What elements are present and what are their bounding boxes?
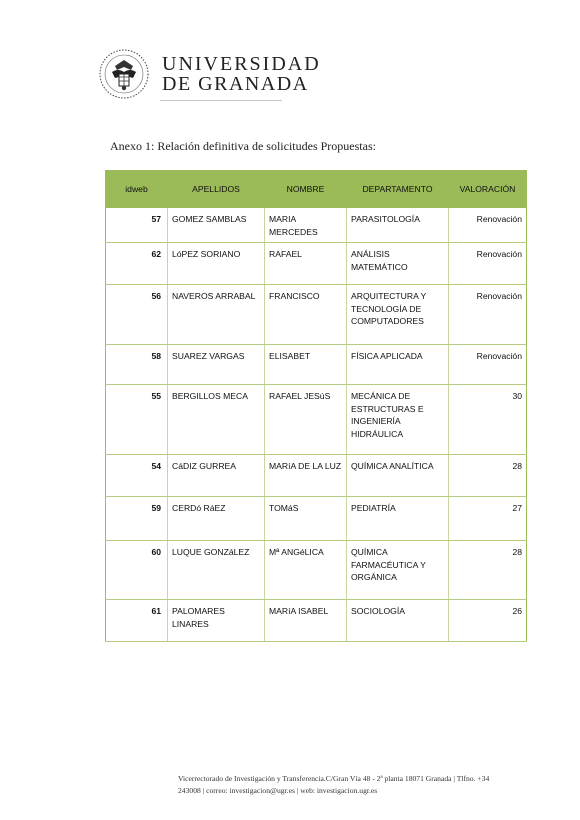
footer-address-line: Vicerrectorado de Investigación y Transferencia.C/Gran Vía 48 - 2ª planta 18071 Granada | Tlfno. +34 <box>178 774 490 783</box>
cell-apellidos: BERGILLOS MECA <box>168 385 265 455</box>
annex-heading: Anexo 1: Relación definitiva de solicitudes Propuestas: <box>110 139 376 153</box>
footer-contact-line: 243008 | correo: investigacion@ugr.es | web: investigacion.ugr.es <box>178 786 378 795</box>
cell-departamento: ANÁLISIS MATEMÁTICO <box>347 243 449 285</box>
cell-idweb: 61 <box>106 600 168 642</box>
cell-idweb: 54 <box>106 455 168 497</box>
cell-valoracion: 30 <box>449 385 527 455</box>
cell-apellidos: SUAREZ VARGAS <box>168 345 265 385</box>
university-name-line1: UNIVERSIDAD <box>162 53 321 75</box>
table-row <box>106 345 527 385</box>
cell-nombre: MARíA ISABEL <box>265 600 347 642</box>
cell-idweb: 57 <box>106 208 168 243</box>
table-row <box>106 541 527 600</box>
cell-apellidos: GOMEZ SAMBLAS <box>168 208 265 243</box>
cell-apellidos: CáDIZ GURREA <box>168 455 265 497</box>
cell-nombre: MARíA DE LA LUZ <box>265 455 347 497</box>
university-seal-icon <box>98 48 150 100</box>
cell-idweb: 62 <box>106 243 168 285</box>
logo-divider <box>160 100 282 101</box>
cell-apellidos: PALOMARES LINARES <box>168 600 265 642</box>
cell-departamento: PARASITOLOGÍA <box>347 208 449 243</box>
cell-valoracion: Renovación <box>449 208 527 243</box>
applications-table <box>105 170 527 642</box>
column-header-nombre: NOMBRE <box>265 171 347 208</box>
university-name-line2: DE GRANADA <box>162 73 309 95</box>
cell-nombre: MARIA MERCEDES <box>265 208 347 243</box>
cell-idweb: 59 <box>106 497 168 541</box>
column-header-idweb: idweb <box>106 171 168 208</box>
cell-departamento: MECÁNICA DE ESTRUCTURAS E INGENIERÍA HIDRÁULICA <box>347 385 449 455</box>
table-row <box>106 285 527 345</box>
cell-idweb: 55 <box>106 385 168 455</box>
cell-nombre: TOMáS <box>265 497 347 541</box>
cell-valoracion: 26 <box>449 600 527 642</box>
table-row <box>106 208 527 243</box>
table-row <box>106 497 527 541</box>
column-header-valoracion: VALORACIÓN <box>449 171 527 208</box>
cell-apellidos: LóPEZ SORIANO <box>168 243 265 285</box>
table-row <box>106 455 527 497</box>
cell-idweb: 60 <box>106 541 168 600</box>
column-header-departamento: DEPARTAMENTO <box>347 171 449 208</box>
cell-departamento: ARQUITECTURA Y TECNOLOGÍA DE COMPUTADORES <box>347 285 449 345</box>
cell-valoracion: Renovación <box>449 285 527 345</box>
cell-apellidos: NAVEROS ARRABAL <box>168 285 265 345</box>
table-row <box>106 600 527 642</box>
cell-nombre: RAFAEL JESúS <box>265 385 347 455</box>
cell-valoracion: 27 <box>449 497 527 541</box>
table-header-row <box>106 171 527 208</box>
cell-nombre: Mª ANGéLICA <box>265 541 347 600</box>
cell-departamento: FÍSICA APLICADA <box>347 345 449 385</box>
page-footer <box>178 773 528 797</box>
cell-departamento: QUÍMICA ANALÍTICA <box>347 455 449 497</box>
cell-idweb: 58 <box>106 345 168 385</box>
cell-nombre: FRANCISCO <box>265 285 347 345</box>
cell-nombre: ELISABET <box>265 345 347 385</box>
cell-departamento: PEDIATRÍA <box>347 497 449 541</box>
cell-valoracion: Renovación <box>449 345 527 385</box>
table-row <box>106 243 527 285</box>
cell-idweb: 56 <box>106 285 168 345</box>
cell-valoracion: Renovación <box>449 243 527 285</box>
cell-apellidos: LUQUE GONZáLEZ <box>168 541 265 600</box>
cell-departamento: QUÍMICA FARMACÉUTICA Y ORGÁNICA <box>347 541 449 600</box>
cell-valoracion: 28 <box>449 455 527 497</box>
cell-apellidos: CERDó RáEZ <box>168 497 265 541</box>
cell-valoracion: 28 <box>449 541 527 600</box>
table-row <box>106 385 527 455</box>
cell-nombre: RAFAEL <box>265 243 347 285</box>
column-header-apellidos: APELLIDOS <box>168 171 265 208</box>
cell-departamento: SOCIOLOGÍA <box>347 600 449 642</box>
